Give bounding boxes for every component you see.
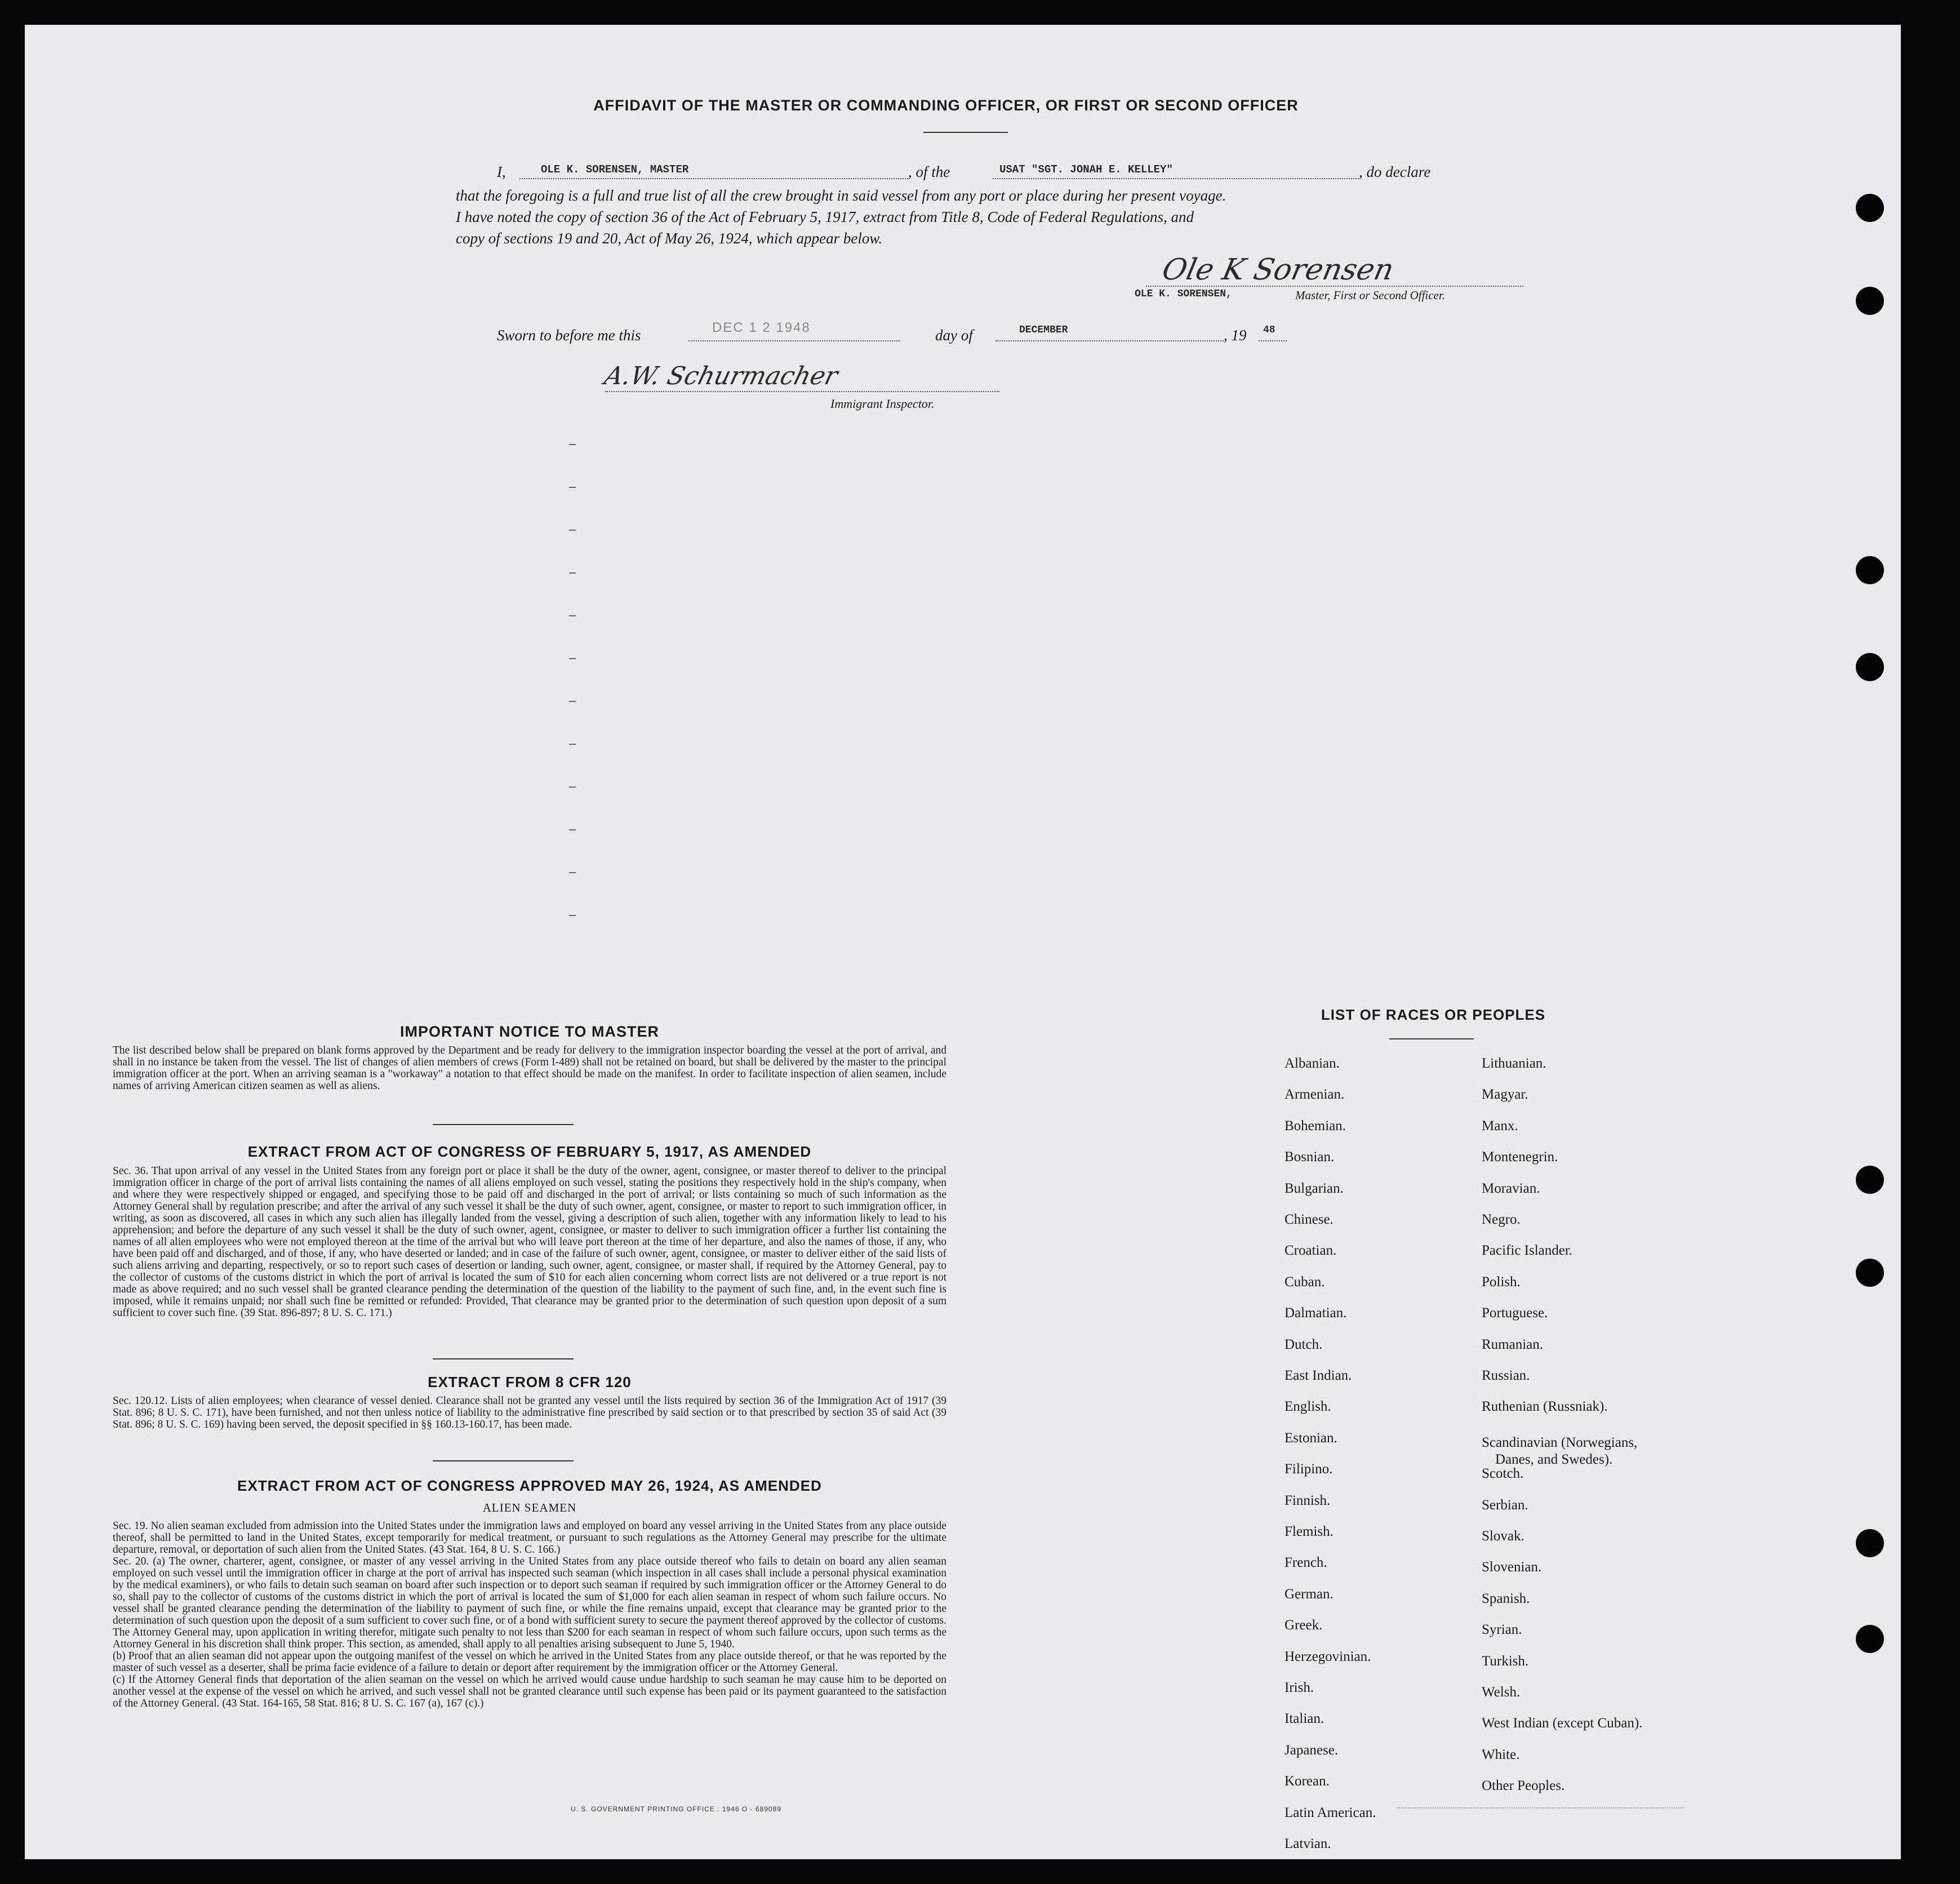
- margin-mark: [569, 530, 576, 531]
- year-value: 48: [1263, 325, 1275, 336]
- faint-scribble: [1397, 1807, 1684, 1809]
- race-item: Spanish.: [1482, 1590, 1530, 1606]
- extract-cfr-title: EXTRACT FROM 8 CFR 120: [428, 1374, 632, 1390]
- declaration-line-2: that the foregoing is a full and true list of all the crew brought in said vessel from any port or place during her present voyage.: [456, 187, 1226, 204]
- margin-mark: [569, 615, 576, 616]
- declaration-line-1: [497, 160, 1556, 183]
- race-item: Other Peoples.: [1482, 1778, 1565, 1794]
- race-item: Korean.: [1285, 1774, 1330, 1789]
- vessel-name: USAT "SGT. JONAH E. KELLEY": [999, 163, 1173, 176]
- signer-typed-name: OLE K. SORENSEN,: [1135, 288, 1232, 300]
- race-item: Greek.: [1285, 1618, 1323, 1633]
- race-item: Magyar.: [1482, 1087, 1528, 1103]
- race-item: Japanese.: [1285, 1742, 1339, 1758]
- notice-body: The list described below shall be prepared on blank forms approved by the Department and be ready for delivery to the immigration inspector boarding the vessel at the port of arrival, and shall in no instance be taken from the vessel. The list of changes of alien members of crews (Form I-489) shall not be retained on board, but shall be delivered by the master to the principal immigration officer at the port. When an arriving seaman is a "workaway" a notation to that effect should be made on the manifest. In order to facilitate inspection of alien seamen, include names of arriving American citizen seamen as well as aliens.: [113, 1045, 946, 1092]
- race-item: Estonian.: [1285, 1430, 1337, 1446]
- race-item: English.: [1285, 1399, 1331, 1415]
- race-item: Latvian.: [1285, 1836, 1331, 1851]
- race-item: Bulgarian.: [1285, 1180, 1344, 1196]
- binder-hole: [1856, 287, 1884, 315]
- printer-imprint: U. S. GOVERNMENT PRINTING OFFICE : 1946 O - 689089: [571, 1805, 781, 1813]
- master-signature: Ole K Sorensen: [1159, 253, 1397, 287]
- race-item: Danes, and Swedes).: [1495, 1451, 1613, 1467]
- extract-1924-subtitle: ALIEN SEAMEN: [482, 1501, 577, 1514]
- date-stamp: DEC 1 2 1948: [712, 320, 811, 335]
- divider: [923, 132, 1008, 133]
- race-item: White.: [1482, 1747, 1520, 1762]
- do-declare-label: , do declare: [1359, 163, 1431, 180]
- race-item: Latin American.: [1285, 1805, 1376, 1820]
- race-item: Rumanian.: [1482, 1336, 1544, 1352]
- race-item: Lithuanian.: [1482, 1056, 1546, 1071]
- margin-mark: [569, 872, 576, 873]
- race-item: Cuban.: [1285, 1274, 1325, 1290]
- extract-1917-title: EXTRACT FROM ACT OF CONGRESS OF FEBRUARY 5, 1917, AS AMENDED: [247, 1143, 812, 1160]
- race-item: Welsh.: [1482, 1685, 1521, 1700]
- race-item: Negro.: [1482, 1212, 1521, 1227]
- day-of-label: day of: [935, 327, 973, 344]
- declaration-text: [456, 185, 1549, 249]
- inspector-signature: A.W. Schurmacher: [601, 362, 841, 390]
- race-item: Filipino.: [1285, 1461, 1333, 1477]
- race-item: Armenian.: [1285, 1087, 1345, 1103]
- vessel-field: [993, 160, 1359, 179]
- extract-1917-body: Sec. 36. That upon arrival of any vessel in the United States from any foreign port or place it shall be the duty of the owner, agent, consignee, or master thereof to deliver to the principal immigration officer in charge of the port of arrival lists containing the names of all aliens employed on such vessel, stating the positions they respectively hold in the ship's company, when and where they were respectively shipped or engaged, and specifying those to be paid off and discharged in the port of arrival; or lists containing so much of such information as the Attorney General shall by regulation prescribe; and after the arrival of any such vessel it shall be the duty of such owner, agent, consignee, or master to report to such immigration officer, in writing, as soon as discovered, all cases in which any such alien has illegally landed from the vessel, giving a description of such alien, together with any information likely to lead to his apprehension; and before the departure of any such vessel it shall be the duty of such owner, agent, consignee, or master to deliver to such immigration officer a further list containing the names of all alien employees who were not employed thereon at the time of the arrival but who will leave port thereon at the time of her departure, and also the names of those, if any, who have been paid off and discharged, and of those, if any, who have deserted or landed; and in case of the failure of such owner, agent, consignee, or master to deliver either of the said lists of such aliens arriving and departing, respectively, or so to report such cases of desertion or landing, such owner, agent, consignee, or master shall, if required by the Attorney General, pay to the collector of customs of the customs district in which the port of arrival is located the sum of $10 for each alien concerning whom correct lists are not delivered or a true report is not made as above required; and no such vessel shall be granted clearance pending the determination of the question of the liability to the payment of such fine, and, in the event such fine is imposed, while it remains unpaid; nor shall such fine be remitted or refunded: Provided, That clearance may be granted prior to the determination of such question upon deposit of a sum sufficient to cover such fine. (39 Stat. 896-897; 8 U. S. C. 171.): [113, 1165, 946, 1319]
- divider: [1389, 1038, 1474, 1039]
- divider: [433, 1124, 574, 1125]
- extract-cfr-body: Sec. 120.12. Lists of alien employees; when clearance of vessel denied. Clearance shall not be granted any vessel until the lists required by section 36 of the Immigration Act of 1917 (39 Stat. 896; 8 U. S. C. 171), have been furnished, and not then unless notice of liability to the administrative fine prescribed by said section or to that prescribed by section 35 of said Act (39 Stat. 896; 8 U. S. C. 169) having been served, the deposit specified in §§ 160.13-160.17, has been made.: [113, 1395, 946, 1430]
- declaration-line-3: I have noted the copy of section 36 of the Act of February 5, 1917, extract from Title 8, Code of Federal Regulations, and: [456, 208, 1194, 225]
- race-item: Irish.: [1285, 1680, 1314, 1695]
- margin-mark: [569, 572, 576, 574]
- year-field: [1259, 318, 1287, 341]
- margin-mark: [569, 915, 576, 916]
- race-item: Bohemian.: [1285, 1118, 1346, 1134]
- race-item: Herzegovinian.: [1285, 1648, 1371, 1664]
- year-prefix: , 19: [1224, 327, 1247, 344]
- margin-mark: [569, 487, 576, 488]
- race-item: Scandinavian (Norwegians,: [1482, 1434, 1638, 1450]
- section-20a: Sec. 20. (a) The owner, charterer, agent, consignee, or master of any vessel arriving in the United States from any place outside thereof who fails to detain on board any alien seaman employed on such vessel until the immigration officer in charge at the port of arrival has inspected such seaman (which inspection in all cases shall include a personal physical examination by the medical examiners), or who fails to detain such seaman on board after such inspection or to deport such seaman if required by such immigration officer or the Attorney General to do so, shall pay to the collector of customs of the customs district in which the port of arrival is located the sum of $1,000 for each alien seaman in respect of whom such failure occurs. No vessel shall be granted clearance pending the determination of the liability to payment of such fine, or while the fine remains unpaid, except that clearance may be granted prior to the determination of such question upon the deposit of a sum sufficient to cover such fine, or of a bond with sufficient surety to secure the payment thereof approved by the collector of customs. The Attorney General may, upon application in writing therefor, mitigate such penalty to not less than $200 for each seaman in respect of whom such failure occurs, upon such terms as the Attorney General in his discretion shall think proper. This section, as amended, shall apply to all penalties arising subsequent to June 5, 1940.: [113, 1556, 946, 1650]
- race-item: Chinese.: [1285, 1212, 1334, 1227]
- margin-mark: [569, 658, 576, 659]
- race-item: Turkish.: [1482, 1653, 1529, 1669]
- race-item: German.: [1285, 1586, 1334, 1602]
- master-name-field: [519, 160, 908, 179]
- race-item: Moravian.: [1482, 1180, 1540, 1196]
- binder-hole: [1856, 556, 1884, 584]
- master-name: OLE K. SORENSEN, MASTER: [541, 163, 689, 176]
- of-the-label: , of the: [908, 163, 950, 180]
- race-item: Italian.: [1285, 1711, 1325, 1727]
- binder-hole: [1856, 1529, 1884, 1557]
- races-column-2: [1481, 1056, 1796, 1856]
- binder-hole: [1856, 653, 1884, 681]
- race-item: Portuguese.: [1482, 1305, 1548, 1321]
- race-item: Croatian.: [1285, 1243, 1337, 1259]
- binder-hole: [1856, 1259, 1884, 1287]
- binder-hole: [1856, 1166, 1884, 1194]
- margin-mark: [569, 444, 576, 445]
- inspector-line: [605, 391, 999, 392]
- sworn-label: Sworn to before me this: [497, 327, 641, 344]
- divider: [433, 1358, 574, 1359]
- extract-1924-body: [113, 1520, 946, 1709]
- race-item: Serbian.: [1482, 1497, 1528, 1513]
- affidavit-title: AFFIDAVIT OF THE MASTER OR COMMANDING OFFICER, OR FIRST OR SECOND OFFICER: [593, 97, 1299, 114]
- race-item: West Indian (except Cuban).: [1482, 1716, 1643, 1731]
- race-item: Syrian.: [1482, 1622, 1522, 1638]
- race-item: Scotch.: [1482, 1466, 1524, 1482]
- month-field: [995, 318, 1224, 341]
- race-item: Pacific Islander.: [1482, 1243, 1573, 1259]
- race-item: Russian.: [1482, 1368, 1530, 1383]
- margin-mark: [569, 829, 576, 830]
- margin-mark: [569, 701, 576, 702]
- inspector-caption: Immigrant Inspector.: [830, 397, 935, 411]
- document-page: [25, 25, 1901, 1859]
- declaration-line-4: copy of sections 19 and 20, Act of May 26, 1924, which appear below.: [456, 230, 883, 247]
- signer-caption: Master, First or Second Officer.: [1295, 288, 1445, 302]
- margin-mark: [569, 744, 576, 745]
- race-item: Dalmatian.: [1285, 1305, 1347, 1321]
- margin-mark: [569, 787, 576, 788]
- race-item: Bosnian.: [1285, 1149, 1335, 1165]
- race-item: Manx.: [1482, 1118, 1518, 1134]
- signature-line: [1146, 286, 1523, 287]
- notice-title: IMPORTANT NOTICE TO MASTER: [400, 1023, 659, 1040]
- race-item: Flemish.: [1285, 1524, 1334, 1539]
- divider: [433, 1460, 574, 1461]
- race-item: Polish.: [1482, 1274, 1521, 1290]
- race-item: Slovak.: [1482, 1528, 1525, 1544]
- month-value: DECEMBER: [1019, 325, 1068, 336]
- binder-hole: [1856, 194, 1884, 222]
- race-item: French.: [1285, 1555, 1327, 1571]
- section-20b: (b) Proof that an alien seaman did not appear upon the outgoing manifest of the vessel on which he arrived in the United States from any place outside thereof, or that he was reported by the master of such vessel as a deserter, shall be prima facie evidence of a failure to detain or deport after requirement by the immigration officer or the Attorney General.: [113, 1650, 946, 1674]
- i-label: I,: [497, 163, 506, 180]
- races-column-1: [1259, 1056, 1473, 1856]
- section-19: Sec. 19. No alien seaman excluded from admission into the United States under the immigration laws and employed on board any vessel arriving in the United States from any place outside thereof, shall be permitted to land in the United States, except temporarily for medical treatment, or pursuant to such regulations as the Attorney General may prescribe for the ultimate departure, removal, or deportation of such alien from the United States. (43 Stat. 164, 8 U. S. C. 166.): [113, 1520, 946, 1556]
- race-item: Montenegrin.: [1482, 1149, 1558, 1165]
- race-item: Slovenian.: [1482, 1559, 1542, 1575]
- race-item: East Indian.: [1285, 1368, 1352, 1383]
- sworn-line: [497, 318, 1297, 344]
- races-title: LIST OF RACES OR PEOPLES: [1321, 1006, 1546, 1023]
- section-20c: (c) If the Attorney General finds that deportation of the alien seaman on the vessel on which he arrived would cause undue hardship to such seaman he may cause him to be deported on another vessel at the expense of the vessel on which he arrived, and such vessel shall not be granted clearance until such expense has been paid or its payment guaranteed to the satisfaction of the Attorney General. (43 Stat. 164-165, 58 Stat. 816; 8 U. S. C. 167 (a), 167 (c).): [113, 1674, 946, 1709]
- race-item: Finnish.: [1285, 1492, 1331, 1508]
- race-item: Albanian.: [1285, 1056, 1340, 1071]
- race-item: Ruthenian (Russniak).: [1482, 1399, 1608, 1415]
- extract-1924-title: EXTRACT FROM ACT OF CONGRESS APPROVED MAY 26, 1924, AS AMENDED: [237, 1477, 822, 1494]
- race-item: Dutch.: [1285, 1336, 1323, 1352]
- binder-hole: [1856, 1625, 1884, 1653]
- sworn-date-field: [688, 318, 900, 341]
